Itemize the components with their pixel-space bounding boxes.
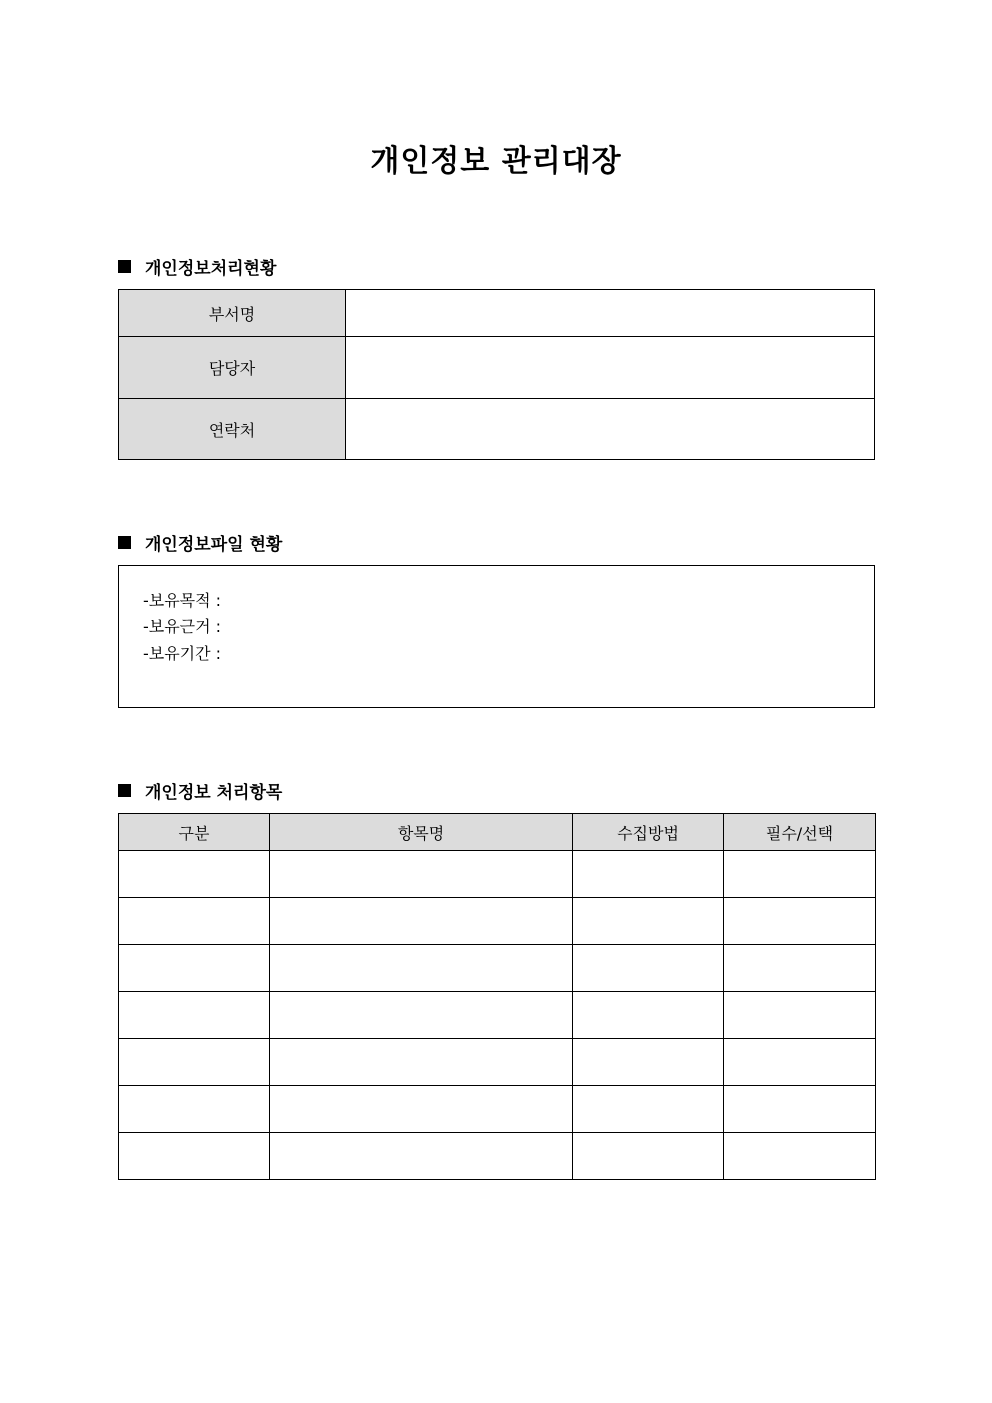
- department-field[interactable]: [346, 290, 875, 337]
- collection-method-cell[interactable]: [573, 1039, 724, 1086]
- manager-field[interactable]: [346, 337, 875, 399]
- square-bullet-icon: [118, 260, 131, 273]
- item-name-cell[interactable]: [270, 945, 573, 992]
- required-optional-cell[interactable]: [724, 992, 876, 1039]
- department-label: 부서명: [119, 290, 346, 337]
- required-optional-cell[interactable]: [724, 1133, 876, 1180]
- category-cell[interactable]: [119, 851, 270, 898]
- table-row: [119, 337, 875, 399]
- retention-basis-line: -보유근거 :: [143, 617, 222, 636]
- collection-method-cell[interactable]: [573, 898, 724, 945]
- required-optional-cell[interactable]: [724, 851, 876, 898]
- required-optional-cell[interactable]: [724, 945, 876, 992]
- manager-label: 담당자: [119, 337, 346, 399]
- item-name-cell[interactable]: [270, 898, 573, 945]
- collection-method-cell[interactable]: [573, 1086, 724, 1133]
- table-row: [119, 851, 876, 898]
- contact-label: 연락처: [119, 399, 346, 460]
- item-name-cell[interactable]: [270, 851, 573, 898]
- category-cell[interactable]: [119, 1133, 270, 1180]
- section-heading-file-status: [118, 530, 282, 555]
- table-row: [119, 1133, 876, 1180]
- collection-method-cell[interactable]: [573, 992, 724, 1039]
- square-bullet-icon: [118, 784, 131, 797]
- column-header-collection-method: 수집방법: [573, 814, 724, 851]
- item-name-cell[interactable]: [270, 1086, 573, 1133]
- processing-items-table: [118, 813, 876, 1180]
- required-optional-cell[interactable]: [724, 1086, 876, 1133]
- table-row: [119, 898, 876, 945]
- table-row: [119, 1039, 876, 1086]
- table-row: [119, 1086, 876, 1133]
- section-heading-processing-status: [118, 254, 276, 279]
- item-name-cell[interactable]: [270, 1133, 573, 1180]
- contact-field[interactable]: [346, 399, 875, 460]
- collection-method-cell[interactable]: [573, 1133, 724, 1180]
- file-status-box[interactable]: [118, 565, 875, 708]
- category-cell[interactable]: [119, 992, 270, 1039]
- section-heading-processing-items: [118, 778, 282, 803]
- category-cell[interactable]: [119, 945, 270, 992]
- collection-method-cell[interactable]: [573, 945, 724, 992]
- table-row: [119, 399, 875, 460]
- table-header-row: [119, 814, 876, 851]
- section-heading-label: 개인정보 처리항목: [145, 783, 283, 803]
- item-name-cell[interactable]: [270, 992, 573, 1039]
- required-optional-cell[interactable]: [724, 898, 876, 945]
- category-cell[interactable]: [119, 1086, 270, 1133]
- table-row: [119, 290, 875, 337]
- retention-period-line: -보유기간 :: [143, 644, 222, 663]
- section-heading-label: 개인정보파일 현황: [145, 535, 283, 555]
- item-name-cell[interactable]: [270, 1039, 573, 1086]
- collection-method-cell[interactable]: [573, 851, 724, 898]
- column-header-required-optional: 필수/선택: [724, 814, 876, 851]
- retention-purpose-line: -보유목적 :: [143, 591, 222, 610]
- column-header-item-name: 항목명: [270, 814, 573, 851]
- processing-items-body: [119, 851, 876, 1180]
- category-cell[interactable]: [119, 1039, 270, 1086]
- section-heading-label: 개인정보처리현황: [145, 259, 277, 279]
- page-title: 개인정보 관리대장: [370, 144, 622, 179]
- square-bullet-icon: [118, 536, 131, 549]
- required-optional-cell[interactable]: [724, 1039, 876, 1086]
- processing-status-table: [118, 289, 875, 460]
- column-header-category: 구분: [119, 814, 270, 851]
- table-row: [119, 992, 876, 1039]
- table-row: [119, 945, 876, 992]
- category-cell[interactable]: [119, 898, 270, 945]
